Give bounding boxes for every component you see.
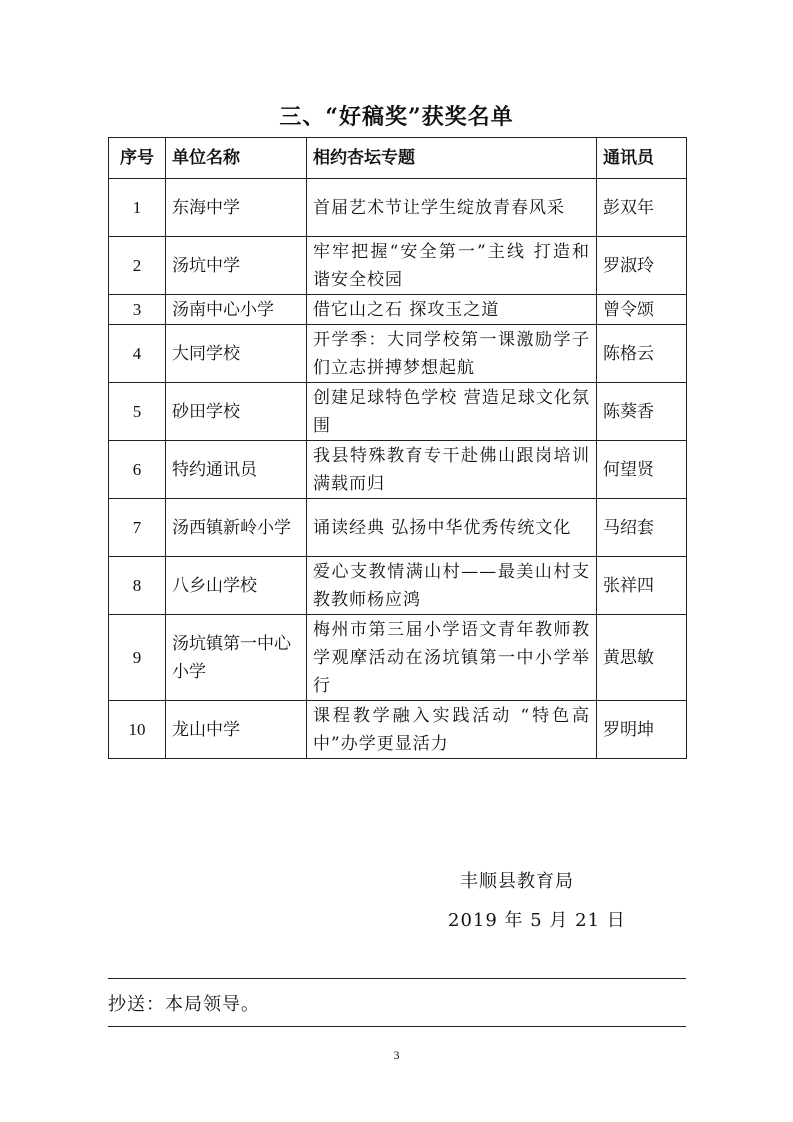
- row-reporter: 黄思敏: [597, 615, 687, 701]
- row-unit: 特约通讯员: [166, 441, 307, 499]
- row-topic: 开学季：大同学校第一课激励学子们立志拼搏梦想起航: [307, 325, 597, 383]
- row-index: 7: [109, 499, 166, 557]
- divider-bottom: [108, 1026, 686, 1027]
- row-reporter: 陈葵香: [597, 383, 687, 441]
- row-reporter: 张祥四: [597, 557, 687, 615]
- table-header-row: [109, 138, 687, 179]
- row-reporter: 彭双年: [597, 179, 687, 237]
- row-unit: 汤坑中学: [166, 237, 307, 295]
- table-row: [109, 701, 687, 759]
- row-index: 10: [109, 701, 166, 759]
- row-index: 2: [109, 237, 166, 295]
- issue-date: 2019 年 5 月 21 日: [448, 910, 626, 931]
- table-row: [109, 325, 687, 383]
- cc-line: 抄送：本局领导。: [108, 994, 260, 1015]
- row-reporter: 马绍套: [597, 499, 687, 557]
- row-unit: 大同学校: [166, 325, 307, 383]
- page-number: 3: [393, 1048, 400, 1062]
- row-reporter: 陈格云: [597, 325, 687, 383]
- row-topic: 诵读经典 弘扬中华优秀传统文化: [307, 499, 597, 557]
- row-index: 8: [109, 557, 166, 615]
- row-index: 1: [109, 179, 166, 237]
- row-index: 3: [109, 295, 166, 325]
- row-unit: 汤坑镇第一中心小学: [166, 615, 307, 701]
- table-row: [109, 383, 687, 441]
- row-topic: 借它山之石 探攻玉之道: [307, 295, 597, 325]
- table-row: [109, 557, 687, 615]
- divider-top: [108, 978, 686, 979]
- row-topic: 梅州市第三届小学语文青年教师教学观摩活动在汤坑镇第一中小学举行: [307, 615, 597, 701]
- row-reporter: 罗明坤: [597, 701, 687, 759]
- table-row: [109, 237, 687, 295]
- row-reporter: 罗淑玲: [597, 237, 687, 295]
- row-unit: 东海中学: [166, 179, 307, 237]
- table-row: [109, 295, 687, 325]
- row-topic: 创建足球特色学校 营造足球文化氛围: [307, 383, 597, 441]
- row-unit: 汤南中心小学: [166, 295, 307, 325]
- row-topic: 牢牢把握“安全第一”主线 打造和谐安全校园: [307, 237, 597, 295]
- header-unit: 单位名称: [166, 138, 307, 179]
- header-reporter: 通讯员: [597, 138, 687, 179]
- row-index: 5: [109, 383, 166, 441]
- row-topic: 我县特殊教育专干赴佛山跟岗培训满载而归: [307, 441, 597, 499]
- issuing-organization: 丰顺县教育局: [460, 871, 574, 892]
- row-unit: 龙山中学: [166, 701, 307, 759]
- row-unit: 八乡山学校: [166, 557, 307, 615]
- row-index: 4: [109, 325, 166, 383]
- row-index: 6: [109, 441, 166, 499]
- row-index: 9: [109, 615, 166, 701]
- row-reporter: 何望贤: [597, 441, 687, 499]
- header-topic: 相约杏坛专题: [307, 138, 597, 179]
- row-topic: 爱心支教情满山村——最美山村支教教师杨应鸿: [307, 557, 597, 615]
- table-row: [109, 441, 687, 499]
- table-row: [109, 179, 687, 237]
- awards-table: [108, 137, 687, 759]
- table-row: [109, 615, 687, 701]
- row-topic: 首届艺术节让学生绽放青春风采: [307, 179, 597, 237]
- row-topic: 课程教学融入实践活动 “特色高中”办学更显活力: [307, 701, 597, 759]
- table-row: [109, 499, 687, 557]
- row-unit: 汤西镇新岭小学: [166, 499, 307, 557]
- row-unit: 砂田学校: [166, 383, 307, 441]
- header-index: 序号: [109, 138, 166, 179]
- row-reporter: 曾令颂: [597, 295, 687, 325]
- document-title: 三、“好稿奖”获奖名单: [279, 104, 514, 130]
